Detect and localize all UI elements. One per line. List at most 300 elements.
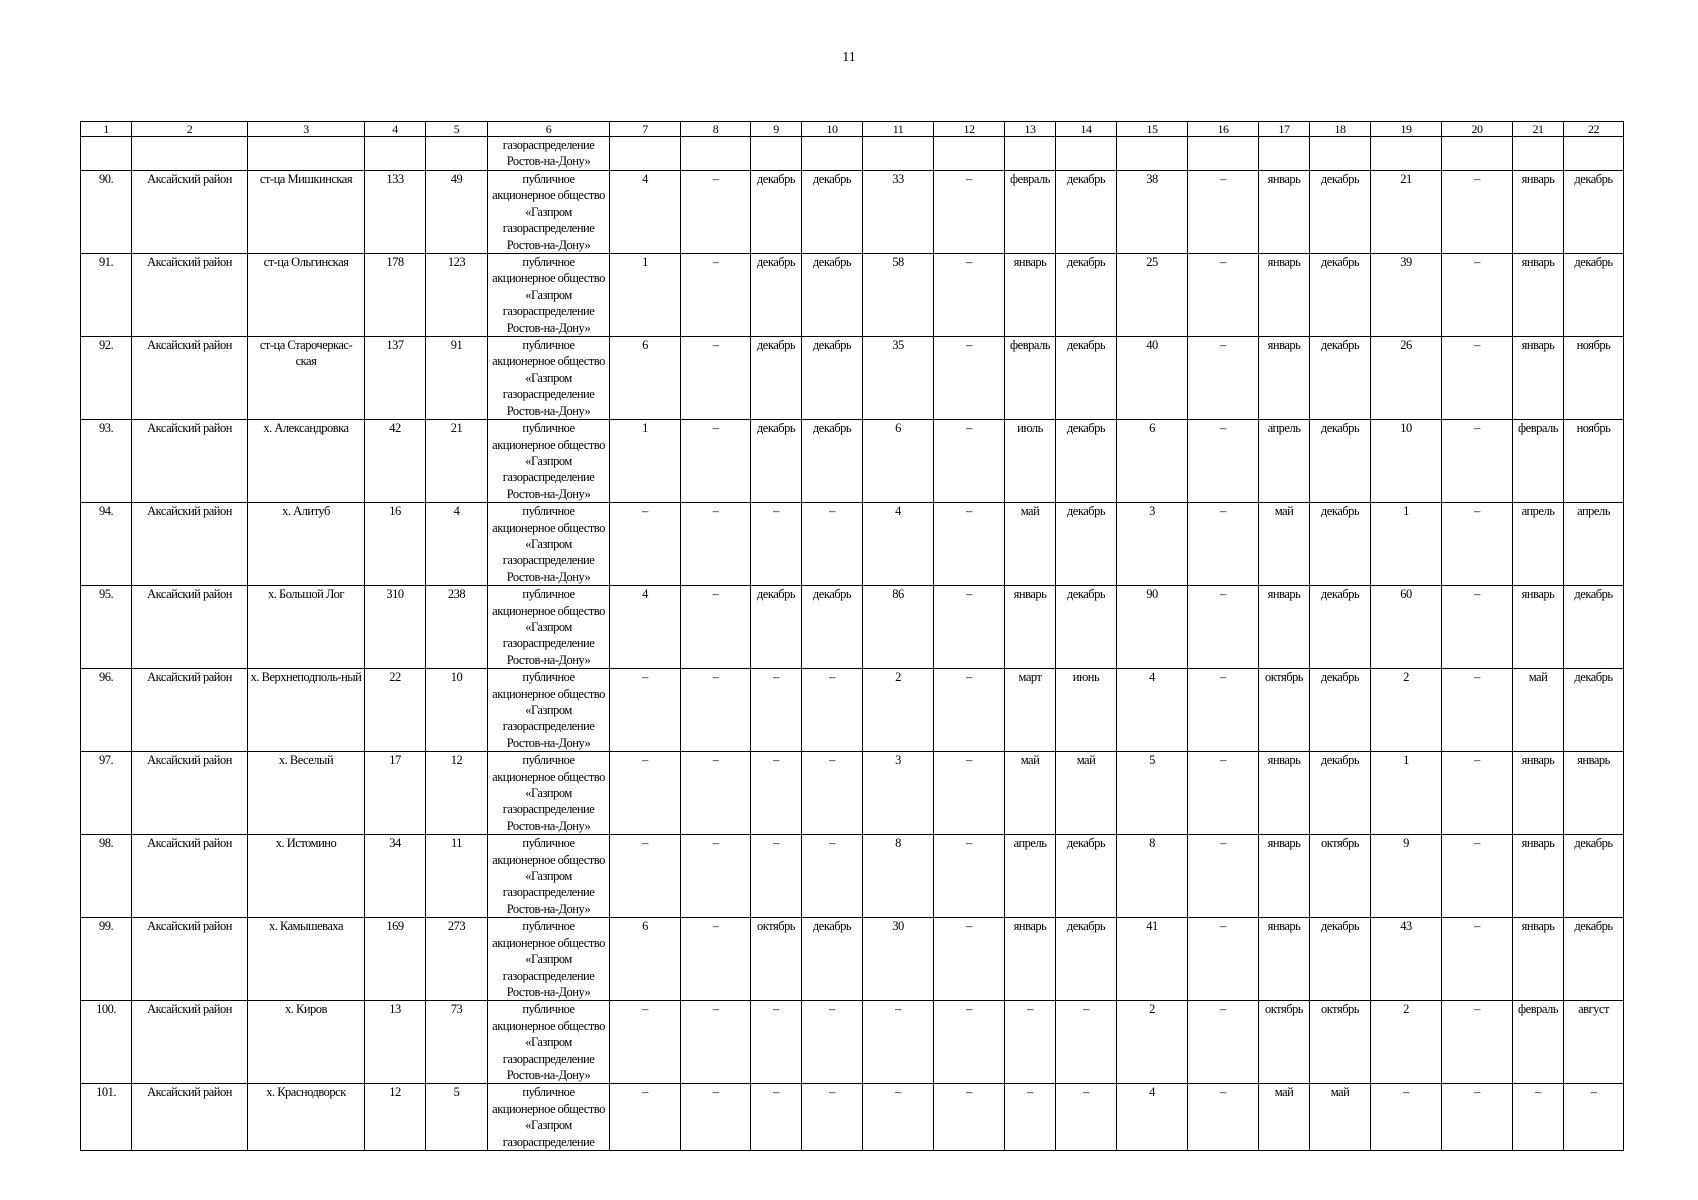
cell-c9: –: [751, 1084, 802, 1151]
cell-c19: 1: [1371, 752, 1442, 835]
cell-c18: декабрь: [1310, 669, 1371, 752]
cell-c22: декабрь: [1564, 835, 1624, 918]
cell-c14: –: [1056, 1001, 1117, 1084]
cell-c7: –: [610, 503, 681, 586]
cell-c17: январь: [1259, 586, 1310, 669]
cell: [1310, 137, 1371, 171]
cell-c8: –: [681, 918, 751, 1001]
cell-c9: октябрь: [751, 918, 802, 1001]
data-table: [80, 121, 1624, 1151]
cell-c13: январь: [1005, 918, 1056, 1001]
column-header-5: 5: [426, 122, 488, 137]
cell-c15: 90: [1117, 586, 1188, 669]
cell-c10: –: [802, 669, 863, 752]
cell-c12: –: [934, 586, 1005, 669]
cell-c13: –: [1005, 1084, 1056, 1151]
column-header-9: 9: [751, 122, 802, 137]
cell: [934, 137, 1005, 171]
cell-c10: декабрь: [802, 171, 863, 254]
cell-c8: –: [681, 420, 751, 503]
cell: [1005, 137, 1056, 171]
cell-c5: 10: [426, 669, 488, 752]
cell-c13: май: [1005, 503, 1056, 586]
cell-c14: декабрь: [1056, 586, 1117, 669]
cell-c14: декабрь: [1056, 337, 1117, 420]
page-number: 11: [842, 50, 856, 65]
column-header-21: 21: [1513, 122, 1564, 137]
cell: [681, 137, 751, 171]
cell-c21: апрель: [1513, 503, 1564, 586]
cell-c18: декабрь: [1310, 171, 1371, 254]
district-cell: Аксайский район: [132, 835, 248, 918]
cell-c5: 12: [426, 752, 488, 835]
row-number: 97.: [81, 752, 132, 835]
column-header-14: 14: [1056, 122, 1117, 137]
column-header-17: 17: [1259, 122, 1310, 137]
cell-c4: 310: [365, 586, 426, 669]
table-row: [81, 918, 1624, 1001]
cell-c13: январь: [1005, 586, 1056, 669]
cell: [132, 137, 248, 171]
cell-c21: январь: [1513, 752, 1564, 835]
cell-c19: 1: [1371, 503, 1442, 586]
continuation-row: [81, 137, 1624, 171]
settlement-cell: х. Истомино: [248, 835, 365, 918]
cell-c13: –: [1005, 1001, 1056, 1084]
cell-c8: –: [681, 669, 751, 752]
cell-c12: –: [934, 503, 1005, 586]
settlement-cell: х. Верхнеподполь-ный: [248, 669, 365, 752]
cell-c9: –: [751, 835, 802, 918]
cell-c9: –: [751, 503, 802, 586]
cell-c10: –: [802, 1084, 863, 1151]
cell-c16: –: [1188, 752, 1259, 835]
column-header-16: 16: [1188, 122, 1259, 137]
cell-c21: май: [1513, 669, 1564, 752]
cell-c15: 25: [1117, 254, 1188, 337]
district-cell: Аксайский район: [132, 586, 248, 669]
cell-c15: 4: [1117, 1084, 1188, 1151]
cell-c12: –: [934, 171, 1005, 254]
org-cell: публичное акционерное общество «Газпром газораспределение Ростов-на-Дону»: [488, 171, 610, 254]
cell-c12: –: [934, 752, 1005, 835]
cell-c18: декабрь: [1310, 586, 1371, 669]
org-cell: публичное акционерное общество «Газпром газораспределение Ростов-на-Дону»: [488, 752, 610, 835]
cell-c16: –: [1188, 1001, 1259, 1084]
settlement-cell: х. Большой Лог: [248, 586, 365, 669]
cell: [365, 137, 426, 171]
cell-c17: январь: [1259, 171, 1310, 254]
cell: [81, 137, 132, 171]
cell-c15: 38: [1117, 171, 1188, 254]
cell-c10: декабрь: [802, 254, 863, 337]
cell-c7: 1: [610, 420, 681, 503]
org-cell: публичное акционерное общество «Газпром газораспределение Ростов-на-Дону»: [488, 1001, 610, 1084]
cell-c20: –: [1442, 1084, 1513, 1151]
cell: [426, 137, 488, 171]
cell-c14: декабрь: [1056, 254, 1117, 337]
cell: [1513, 137, 1564, 171]
cell-c21: январь: [1513, 835, 1564, 918]
table-row: [81, 1001, 1624, 1084]
cell-c18: октябрь: [1310, 835, 1371, 918]
cell-c18: декабрь: [1310, 503, 1371, 586]
cell-c16: –: [1188, 503, 1259, 586]
cell-c22: –: [1564, 1084, 1624, 1151]
row-number: 91.: [81, 254, 132, 337]
cell-c13: февраль: [1005, 337, 1056, 420]
cell-c7: –: [610, 1001, 681, 1084]
cell-c20: –: [1442, 337, 1513, 420]
cell-c12: –: [934, 669, 1005, 752]
cell-c4: 22: [365, 669, 426, 752]
cell-c22: декабрь: [1564, 254, 1624, 337]
column-header-3: 3: [248, 122, 365, 137]
cell-c5: 91: [426, 337, 488, 420]
column-header-19: 19: [1371, 122, 1442, 137]
row-number: 93.: [81, 420, 132, 503]
district-cell: Аксайский район: [132, 1001, 248, 1084]
row-number: 96.: [81, 669, 132, 752]
cell-c8: –: [681, 1084, 751, 1151]
settlement-cell: х. Александровка: [248, 420, 365, 503]
cell-c13: январь: [1005, 254, 1056, 337]
cell-c17: январь: [1259, 752, 1310, 835]
cell-c20: –: [1442, 420, 1513, 503]
cell-c12: –: [934, 254, 1005, 337]
cell-c22: ноябрь: [1564, 337, 1624, 420]
district-cell: Аксайский район: [132, 337, 248, 420]
column-header-20: 20: [1442, 122, 1513, 137]
cell-c21: февраль: [1513, 1001, 1564, 1084]
table-row: [81, 254, 1624, 337]
cell-c8: –: [681, 337, 751, 420]
cell-c9: декабрь: [751, 586, 802, 669]
district-cell: Аксайский район: [132, 503, 248, 586]
table-row: [81, 669, 1624, 752]
cell-c5: 49: [426, 171, 488, 254]
cell-c20: –: [1442, 586, 1513, 669]
cell-c18: октябрь: [1310, 1001, 1371, 1084]
org-cell: публичное акционерное общество «Газпром газораспределение Ростов-на-Дону»: [488, 586, 610, 669]
cell-c7: 6: [610, 337, 681, 420]
cell-c5: 273: [426, 918, 488, 1001]
district-cell: Аксайский район: [132, 752, 248, 835]
cell-c17: январь: [1259, 254, 1310, 337]
cell-c9: декабрь: [751, 254, 802, 337]
cell-c4: 137: [365, 337, 426, 420]
cell-c11: –: [863, 1001, 934, 1084]
column-header-12: 12: [934, 122, 1005, 137]
cell-c16: –: [1188, 337, 1259, 420]
cell-c21: январь: [1513, 586, 1564, 669]
cell-c9: –: [751, 1001, 802, 1084]
cell-c8: –: [681, 586, 751, 669]
cell-c16: –: [1188, 669, 1259, 752]
column-header-6: 6: [488, 122, 610, 137]
org-cell: публичное акционерное общество «Газпром газораспределение Ростов-на-Дону»: [488, 918, 610, 1001]
row-number: 92.: [81, 337, 132, 420]
cell-c14: –: [1056, 1084, 1117, 1151]
district-cell: Аксайский район: [132, 420, 248, 503]
cell-c14: декабрь: [1056, 503, 1117, 586]
row-number: 101.: [81, 1084, 132, 1151]
cell-c5: 4: [426, 503, 488, 586]
cell-c4: 133: [365, 171, 426, 254]
table-row: [81, 586, 1624, 669]
cell-c13: май: [1005, 752, 1056, 835]
cell-c7: 4: [610, 586, 681, 669]
district-cell: Аксайский район: [132, 171, 248, 254]
cell-c19: –: [1371, 1084, 1442, 1151]
cell-c20: –: [1442, 669, 1513, 752]
cell-c19: 10: [1371, 420, 1442, 503]
column-header-15: 15: [1117, 122, 1188, 137]
column-header-13: 13: [1005, 122, 1056, 137]
cell-c21: январь: [1513, 254, 1564, 337]
cell-c18: декабрь: [1310, 918, 1371, 1001]
cell-c9: –: [751, 752, 802, 835]
settlement-cell: х. Камышеваха: [248, 918, 365, 1001]
cell-c16: –: [1188, 254, 1259, 337]
cell-c16: –: [1188, 586, 1259, 669]
cell-c9: декабрь: [751, 420, 802, 503]
cell: [1188, 137, 1259, 171]
cell-c14: декабрь: [1056, 835, 1117, 918]
cell-c5: 73: [426, 1001, 488, 1084]
cell-c8: –: [681, 503, 751, 586]
cell: [248, 137, 365, 171]
cell-c9: –: [751, 669, 802, 752]
cell-c19: 43: [1371, 918, 1442, 1001]
org-cell: публичное акционерное общество «Газпром газораспределение Ростов-на-Дону»: [488, 503, 610, 586]
cell-c21: январь: [1513, 337, 1564, 420]
cell-c4: 17: [365, 752, 426, 835]
row-number: 94.: [81, 503, 132, 586]
cell-c11: 58: [863, 254, 934, 337]
cell-c11: 33: [863, 171, 934, 254]
cell-c11: –: [863, 1084, 934, 1151]
cell: [1117, 137, 1188, 171]
cell-c15: 4: [1117, 669, 1188, 752]
cell-c21: январь: [1513, 918, 1564, 1001]
cell-c14: декабрь: [1056, 420, 1117, 503]
column-header-10: 10: [802, 122, 863, 137]
table-row: [81, 835, 1624, 918]
cell-c12: –: [934, 1001, 1005, 1084]
cell-c17: январь: [1259, 835, 1310, 918]
cell-c16: –: [1188, 835, 1259, 918]
cell-c17: январь: [1259, 337, 1310, 420]
cell-c12: –: [934, 420, 1005, 503]
cell-c14: июнь: [1056, 669, 1117, 752]
cell: [1371, 137, 1442, 171]
cell-c20: –: [1442, 1001, 1513, 1084]
cell-c22: декабрь: [1564, 918, 1624, 1001]
cell-c5: 21: [426, 420, 488, 503]
settlement-cell: х. Алитуб: [248, 503, 365, 586]
cell-c11: 8: [863, 835, 934, 918]
cell-c16: –: [1188, 171, 1259, 254]
cell-c15: 5: [1117, 752, 1188, 835]
cell-c4: 178: [365, 254, 426, 337]
column-header-22: 22: [1564, 122, 1624, 137]
cell-c11: 4: [863, 503, 934, 586]
row-number: 95.: [81, 586, 132, 669]
cell: [1259, 137, 1310, 171]
column-header-8: 8: [681, 122, 751, 137]
cell-c17: апрель: [1259, 420, 1310, 503]
cell-c10: –: [802, 752, 863, 835]
cell-c4: 34: [365, 835, 426, 918]
settlement-cell: х. Краснодворск: [248, 1084, 365, 1151]
cell-c10: –: [802, 835, 863, 918]
cell-c19: 21: [1371, 171, 1442, 254]
cell-c8: –: [681, 171, 751, 254]
cell-c4: 42: [365, 420, 426, 503]
cell: [751, 137, 802, 171]
cell-c22: декабрь: [1564, 171, 1624, 254]
cell-c11: 86: [863, 586, 934, 669]
org-cell: публичное акционерное общество «Газпром газораспределение Ростов-на-Дону»: [488, 337, 610, 420]
settlement-cell: х. Киров: [248, 1001, 365, 1084]
cell-c20: –: [1442, 254, 1513, 337]
column-header-1: 1: [81, 122, 132, 137]
district-cell: Аксайский район: [132, 254, 248, 337]
cell-c19: 60: [1371, 586, 1442, 669]
cell: [1056, 137, 1117, 171]
cell-c20: –: [1442, 835, 1513, 918]
district-cell: Аксайский район: [132, 669, 248, 752]
cell-c4: 16: [365, 503, 426, 586]
cell-c22: апрель: [1564, 503, 1624, 586]
cell-c11: 2: [863, 669, 934, 752]
cell-c15: 41: [1117, 918, 1188, 1001]
cell: [1564, 137, 1624, 171]
cell-c22: декабрь: [1564, 669, 1624, 752]
row-number: 100.: [81, 1001, 132, 1084]
table-row: [81, 337, 1624, 420]
cell-c21: февраль: [1513, 420, 1564, 503]
org-cell: публичное акционерное общество «Газпром газораспределение Ростов-на-Дону»: [488, 835, 610, 918]
column-header-2: 2: [132, 122, 248, 137]
cell-c19: 9: [1371, 835, 1442, 918]
table-row: [81, 171, 1624, 254]
cell-c8: –: [681, 835, 751, 918]
cell-c18: декабрь: [1310, 337, 1371, 420]
district-cell: Аксайский район: [132, 918, 248, 1001]
settlement-cell: ст-ца Мишкинская: [248, 171, 365, 254]
cell-c12: –: [934, 337, 1005, 420]
cell-c7: 1: [610, 254, 681, 337]
cell-c18: декабрь: [1310, 254, 1371, 337]
cell-c15: 2: [1117, 1001, 1188, 1084]
cell-c7: –: [610, 835, 681, 918]
cell-c10: декабрь: [802, 918, 863, 1001]
cell-c16: –: [1188, 918, 1259, 1001]
cell-c13: июль: [1005, 420, 1056, 503]
cell-c16: –: [1188, 420, 1259, 503]
cell-c17: октябрь: [1259, 1001, 1310, 1084]
cell-c17: май: [1259, 1084, 1310, 1151]
cell-c11: 30: [863, 918, 934, 1001]
cell: [802, 137, 863, 171]
cell-c10: декабрь: [802, 586, 863, 669]
cell-c20: –: [1442, 752, 1513, 835]
row-number: 90.: [81, 171, 132, 254]
cell-c4: 169: [365, 918, 426, 1001]
cell-c5: 238: [426, 586, 488, 669]
cell-c22: август: [1564, 1001, 1624, 1084]
cell-c5: 5: [426, 1084, 488, 1151]
column-header-18: 18: [1310, 122, 1371, 137]
cell-c18: декабрь: [1310, 420, 1371, 503]
settlement-cell: ст-ца Ольгинская: [248, 254, 365, 337]
table-row: [81, 1084, 1624, 1151]
cell-c20: –: [1442, 503, 1513, 586]
district-cell: Аксайский район: [132, 1084, 248, 1151]
cell-c9: декабрь: [751, 171, 802, 254]
cell-c14: декабрь: [1056, 171, 1117, 254]
settlement-cell: х. Веселый: [248, 752, 365, 835]
cell-c7: 6: [610, 918, 681, 1001]
cell-c11: 6: [863, 420, 934, 503]
cell-c19: 2: [1371, 669, 1442, 752]
settlement-cell: ст-ца Старочеркас-ская: [248, 337, 365, 420]
cell-c15: 3: [1117, 503, 1188, 586]
cell-c5: 11: [426, 835, 488, 918]
cell-c18: декабрь: [1310, 752, 1371, 835]
cell-c21: январь: [1513, 171, 1564, 254]
cell-c12: –: [934, 835, 1005, 918]
cell-c13: апрель: [1005, 835, 1056, 918]
cell-c17: май: [1259, 503, 1310, 586]
cell-c7: 4: [610, 171, 681, 254]
cell-c11: 3: [863, 752, 934, 835]
cell-c21: –: [1513, 1084, 1564, 1151]
cell-c22: ноябрь: [1564, 420, 1624, 503]
cell-c8: –: [681, 1001, 751, 1084]
cell-c19: 26: [1371, 337, 1442, 420]
table-row: [81, 420, 1624, 503]
cell-c10: –: [802, 1001, 863, 1084]
cell-c19: 2: [1371, 1001, 1442, 1084]
column-header-4: 4: [365, 122, 426, 137]
org-cell: публичное акционерное общество «Газпром газораспределение: [488, 1084, 610, 1151]
cell: [863, 137, 934, 171]
cell-c20: –: [1442, 918, 1513, 1001]
cell-c10: декабрь: [802, 420, 863, 503]
cell: [1442, 137, 1513, 171]
row-number: 99.: [81, 918, 132, 1001]
cell-c18: май: [1310, 1084, 1371, 1151]
cell-c7: –: [610, 669, 681, 752]
cell-c14: май: [1056, 752, 1117, 835]
cell-c7: –: [610, 752, 681, 835]
cell-c17: январь: [1259, 918, 1310, 1001]
column-header-7: 7: [610, 122, 681, 137]
org-cell: публичное акционерное общество «Газпром газораспределение Ростов-на-Дону»: [488, 669, 610, 752]
cell-c14: декабрь: [1056, 918, 1117, 1001]
cell-c22: декабрь: [1564, 586, 1624, 669]
cell-c16: –: [1188, 1084, 1259, 1151]
table-row: [81, 752, 1624, 835]
cell-c13: март: [1005, 669, 1056, 752]
cell-c8: –: [681, 752, 751, 835]
column-header-11: 11: [863, 122, 934, 137]
cell-c15: 8: [1117, 835, 1188, 918]
cell-c12: –: [934, 1084, 1005, 1151]
